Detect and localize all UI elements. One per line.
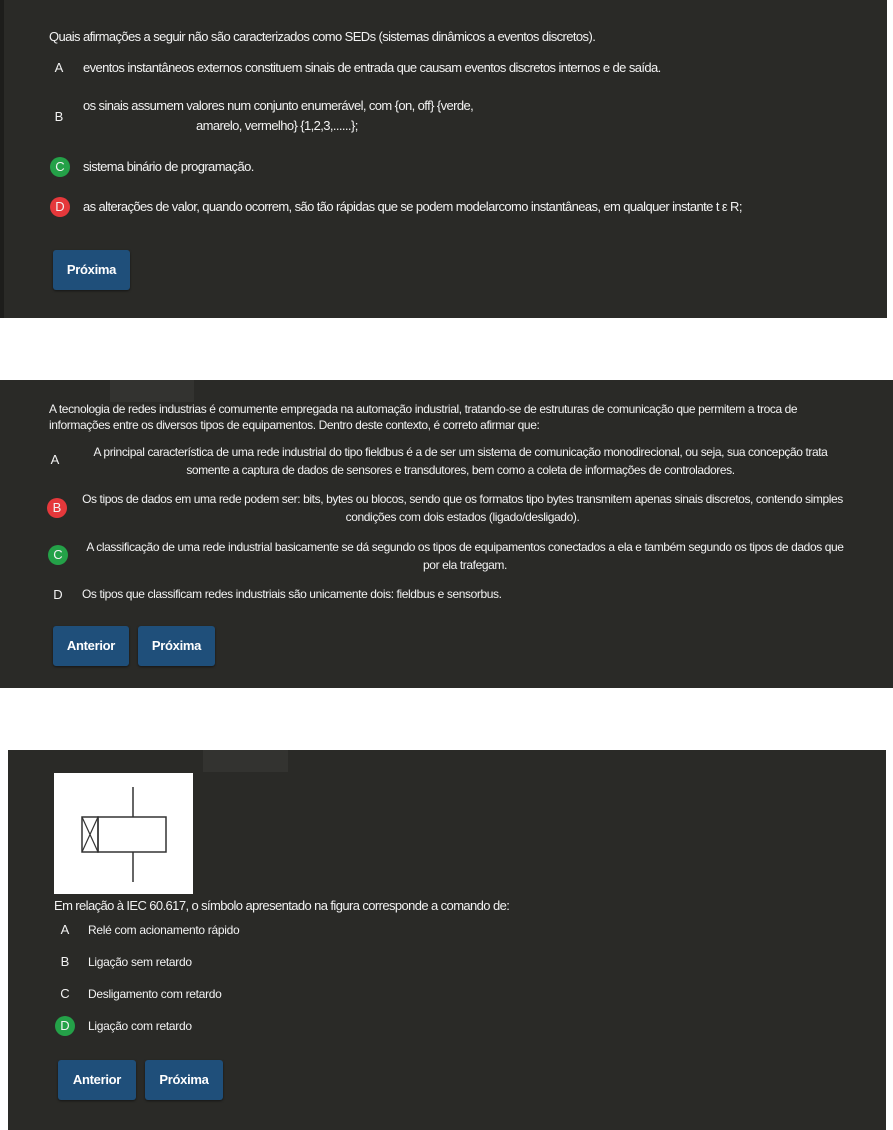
option-b[interactable]: Os tipos de dados em uma rede podem ser: bits, bytes ou blocos, sendo que os formatos tipo bytes transmitem apenas sinais discretos, contendo simples condições com dois estados (ligado/desligado). — [82, 492, 843, 524]
option-letter-c: C — [60, 986, 70, 1001]
question-text: A tecnologia de redes industrias é comumente empregada na automação industrial, tratando-se de estruturas de comunicação que permitem a troca de informações entre os diversos tipos de equipamentos. Dentro deste contexto, é correto afirmar que: — [49, 402, 798, 432]
option-c[interactable]: A classificação de uma rede industrial basicamente se dá segundo os tipos de equipamentos conectados a ela e também segundo os tipos de dados que por ela trafegam. — [86, 540, 844, 572]
option-letter-a: A — [50, 452, 60, 467]
option-c[interactable]: Desligamento com retardo — [88, 987, 222, 1001]
next-button[interactable]: Próxima — [138, 626, 215, 666]
question-card-3 — [8, 750, 886, 1130]
option-letter-d: D — [53, 587, 63, 602]
option-b[interactable]: Ligação sem retardo — [88, 955, 192, 969]
option-letter-b: B — [60, 954, 70, 969]
option-b-line2: amarelo, vermelho} {1,2,3,......}; — [196, 118, 358, 133]
option-letter-d: D — [50, 197, 70, 217]
previous-button[interactable]: Anterior — [53, 626, 129, 666]
option-letter-b: B — [54, 109, 64, 124]
option-a[interactable]: A principal característica de uma rede industrial do tipo fieldbus é a de ser um sistema de comunicação monodirecional, ou seja, sua concepção trata somente a captura de dados de sensores e transdutores, bem como a coleta de informações de controladores. — [93, 445, 828, 477]
option-d[interactable]: Os tipos que classificam redes industriais são unicamente dois: fieldbus e sensorbus. — [82, 587, 502, 601]
option-letter-a: A — [60, 922, 70, 937]
question-card-1 — [0, 0, 887, 318]
tab-shadow — [110, 380, 194, 402]
question-text: Quais afirmações a seguir não são caracterizados como SEDs (sistemas dinâmicos a eventos discretos). — [49, 29, 596, 44]
option-letter-b: B — [47, 498, 67, 518]
option-a[interactable]: Relé com acionamento rápido — [88, 923, 240, 937]
option-d[interactable]: Ligação com retardo — [88, 1019, 192, 1033]
next-button[interactable]: Próxima — [53, 250, 130, 290]
relay-symbol-figure — [54, 773, 193, 894]
option-b[interactable] — [83, 97, 483, 134]
tab-shadow — [203, 750, 288, 772]
option-letter-c: C — [50, 157, 70, 177]
option-letter-a: A — [54, 60, 64, 75]
next-button[interactable]: Próxima — [145, 1060, 223, 1100]
option-letter-d: D — [55, 1016, 75, 1036]
card-edge — [0, 0, 4, 318]
relay-symbol-icon — [54, 773, 193, 894]
option-letter-c: C — [48, 545, 68, 565]
question-text: Em relação à IEC 60.617, o símbolo apresentado na figura corresponde a comando de: — [54, 898, 510, 913]
option-a[interactable]: eventos instantâneos externos constituem sinais de entrada que causam eventos discretos internos e de saída. — [83, 60, 661, 75]
option-d[interactable]: as alterações de valor, quando ocorrem, são tão rápidas que se podem modelarcomo instantâneas, em qualquer instante t ε R; — [83, 199, 742, 214]
previous-button[interactable]: Anterior — [58, 1060, 136, 1100]
option-b-line1: os sinais assumem valores num conjunto enumerável, com {on, off} {verde, — [83, 98, 474, 113]
question-card-2 — [0, 380, 893, 688]
option-c[interactable]: sistema binário de programação. — [83, 159, 254, 174]
